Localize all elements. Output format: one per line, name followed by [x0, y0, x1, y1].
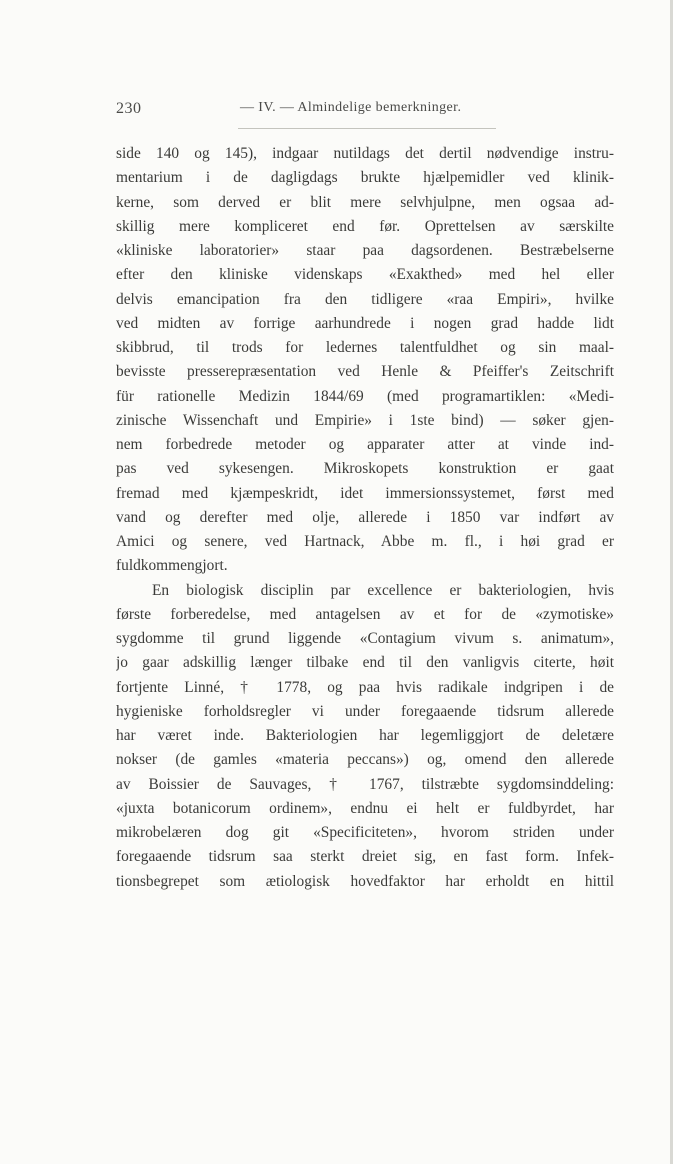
header-rule	[238, 128, 496, 129]
text-line: nokser (de gamles «materia peccans») og, omend den allerede	[116, 751, 614, 769]
text-line: nem forbedrede metoder og apparater atter at vinde ind-	[116, 436, 614, 453]
text-line: delvis emancipation fra den tidligere «raa Empiri», hvilke	[116, 290, 614, 308]
text-line: für rationelle Medizin 1844/69 (med programartiklen: «Medi-	[116, 387, 614, 405]
text-line: tionsbegrepet som ætiologisk hovedfaktor har erholdt en hittil	[116, 872, 614, 890]
text-line: hygieniske forholdsregler vi under foregaaende tidsrum allerede	[116, 702, 614, 720]
text-line: vand og derefter med olje, allerede i 1850 var indført av	[116, 508, 614, 526]
text-line: «juxta botanicorum ordinem», endnu ei helt er fuldbyrdet, har	[116, 799, 614, 817]
text-line: sygdomme til grund liggende «Contagium vivum s. animatum»,	[116, 630, 614, 647]
text-line: bevisste presserepræsentation ved Henle & Pfeiffer's Zeitschrift	[116, 363, 614, 381]
text-line: skillig mere kompliceret end før. Oprettelsen av særskilte	[116, 217, 614, 235]
page-number: 230	[116, 100, 142, 117]
text-line: mikrobelæren dog git «Specificiteten», hvorom striden under	[116, 824, 614, 841]
page-header	[116, 98, 614, 120]
text-line: har været inde. Bakteriologien har legemliggjort de deletære	[116, 727, 614, 744]
text-line: side 140 og 145), indgaar nutildags det dertil nødvendige instru-	[116, 145, 614, 162]
text-line: skibbrud, til trods for ledernes talentfuldhet og sin maal-	[116, 339, 614, 356]
text-line: foregaaende tidsrum saa sterkt dreiet sig, en fast form. Infek-	[116, 848, 614, 866]
text-line: efter den kliniske videnskaps «Exakthed» med hel eller	[116, 266, 614, 284]
body-text	[116, 142, 614, 894]
text-line: «kliniske laboratorier» staar paa dagsordenen. Bestræbelserne	[116, 242, 614, 259]
text-line: mentarium i de dagligdags brukte hjælpemidler ved klinik-	[116, 169, 614, 187]
text-line: jo gaar adskillig længer tilbake end til den vanligvis citerte, høit	[116, 654, 614, 672]
text-line: En biologisk disciplin par excellence er bakteriologien, hvis	[152, 581, 614, 599]
text-line: pas ved sykesengen. Mikroskopets konstruktion er gaat	[116, 460, 614, 478]
running-head: — IV. — Almindelige bemerkninger.	[240, 100, 462, 115]
text-line: fremad med kjæmpeskridt, idet immersionssystemet, først med	[116, 484, 614, 502]
text-line: fuldkommengjort.	[116, 557, 228, 575]
text-line: Amici og senere, ved Hartnack, Abbe m. fl., i høi grad er	[116, 533, 614, 550]
text-line: av Boissier de Sauvages, † 1767, tilstræbte sygdomsinddeling:	[116, 775, 614, 793]
text-line: zinische Wissenchaft und Empirie» i 1ste bind) — søker gjen-	[116, 411, 614, 429]
text-line: kerne, som derved er blit mere selvhjulpne, men ogsaa ad-	[116, 193, 614, 211]
text-line: fortjente Linné, † 1778, og paa hvis radikale indgripen i de	[116, 678, 614, 696]
text-line: første forberedelse, med antagelsen av et for de «zymotiske»	[116, 605, 614, 623]
text-line: ved midten av forrige aarhundrede i nogen grad hadde lidt	[116, 314, 614, 332]
